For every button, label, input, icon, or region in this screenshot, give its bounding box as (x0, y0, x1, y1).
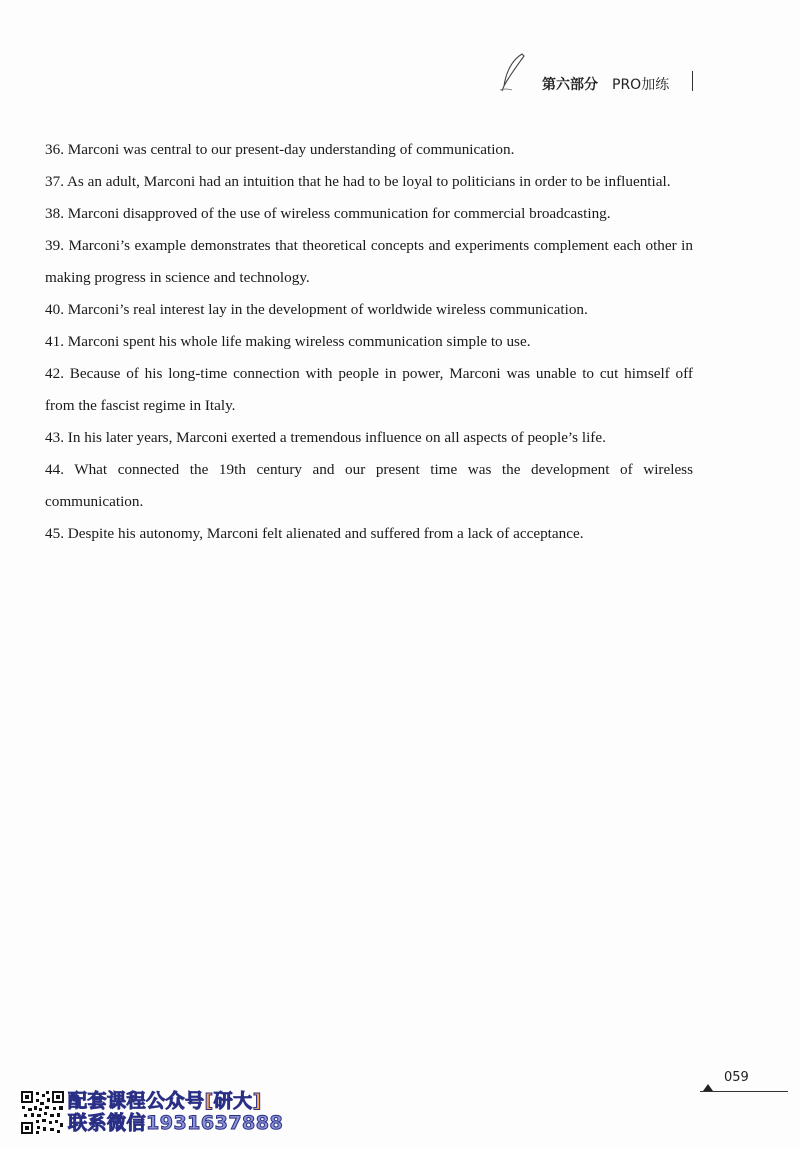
statement-38: 38. Marconi disapproved of the use of wireless communication for commercial broadcasting. (45, 205, 611, 222)
page-number-block (700, 1070, 790, 1092)
page-header (498, 52, 728, 96)
statement-43: 43. In his later years, Marconi exerted a tremendous influence on all aspects of people’s life. (45, 429, 606, 446)
section-title (542, 74, 669, 94)
statement-list (45, 134, 693, 550)
statement-36: 36. Marconi was central to our present-day understanding of communication. (45, 141, 515, 158)
statement-45: 45. Despite his autonomy, Marconi felt alienated and suffered from a lack of acceptance. (45, 525, 584, 542)
statement-40: 40. Marconi’s real interest lay in the development of worldwide wireless communication. (45, 301, 588, 318)
quill-pen-icon (498, 52, 528, 92)
promo-line-2: 联系微信1931637888 (68, 1112, 284, 1134)
header-divider (692, 71, 693, 91)
section-title-label: PRO加练 (612, 77, 670, 93)
statement-37: 37. As an adult, Marconi had an intuition that he had to be loyal to politicians in order to be influential. (45, 173, 671, 190)
promo-watermark (68, 1090, 283, 1134)
statement-39: 39. Marconi’s example demonstrates that theoretical concepts and experiments complement each other in making progress in science and technology. (45, 237, 693, 286)
section-part-label: 第六部分 (542, 77, 598, 93)
qr-code-icon (20, 1090, 65, 1135)
statement-41: 41. Marconi spent his whole life making wireless communication simple to use. (45, 333, 531, 350)
triangle-icon (703, 1084, 713, 1091)
page-number: 059 (724, 1070, 749, 1085)
statement-42: 42. Because of his long-time connection with people in power, Marconi was unable to cut himself off from the fascist regime in Italy. (45, 365, 693, 414)
promo-line-1: 配套课程公众号[研大] (68, 1090, 262, 1112)
statement-44: 44. What connected the 19th century and our present time was the development of wireless communication. (45, 461, 693, 510)
page-number-underline (700, 1091, 788, 1092)
